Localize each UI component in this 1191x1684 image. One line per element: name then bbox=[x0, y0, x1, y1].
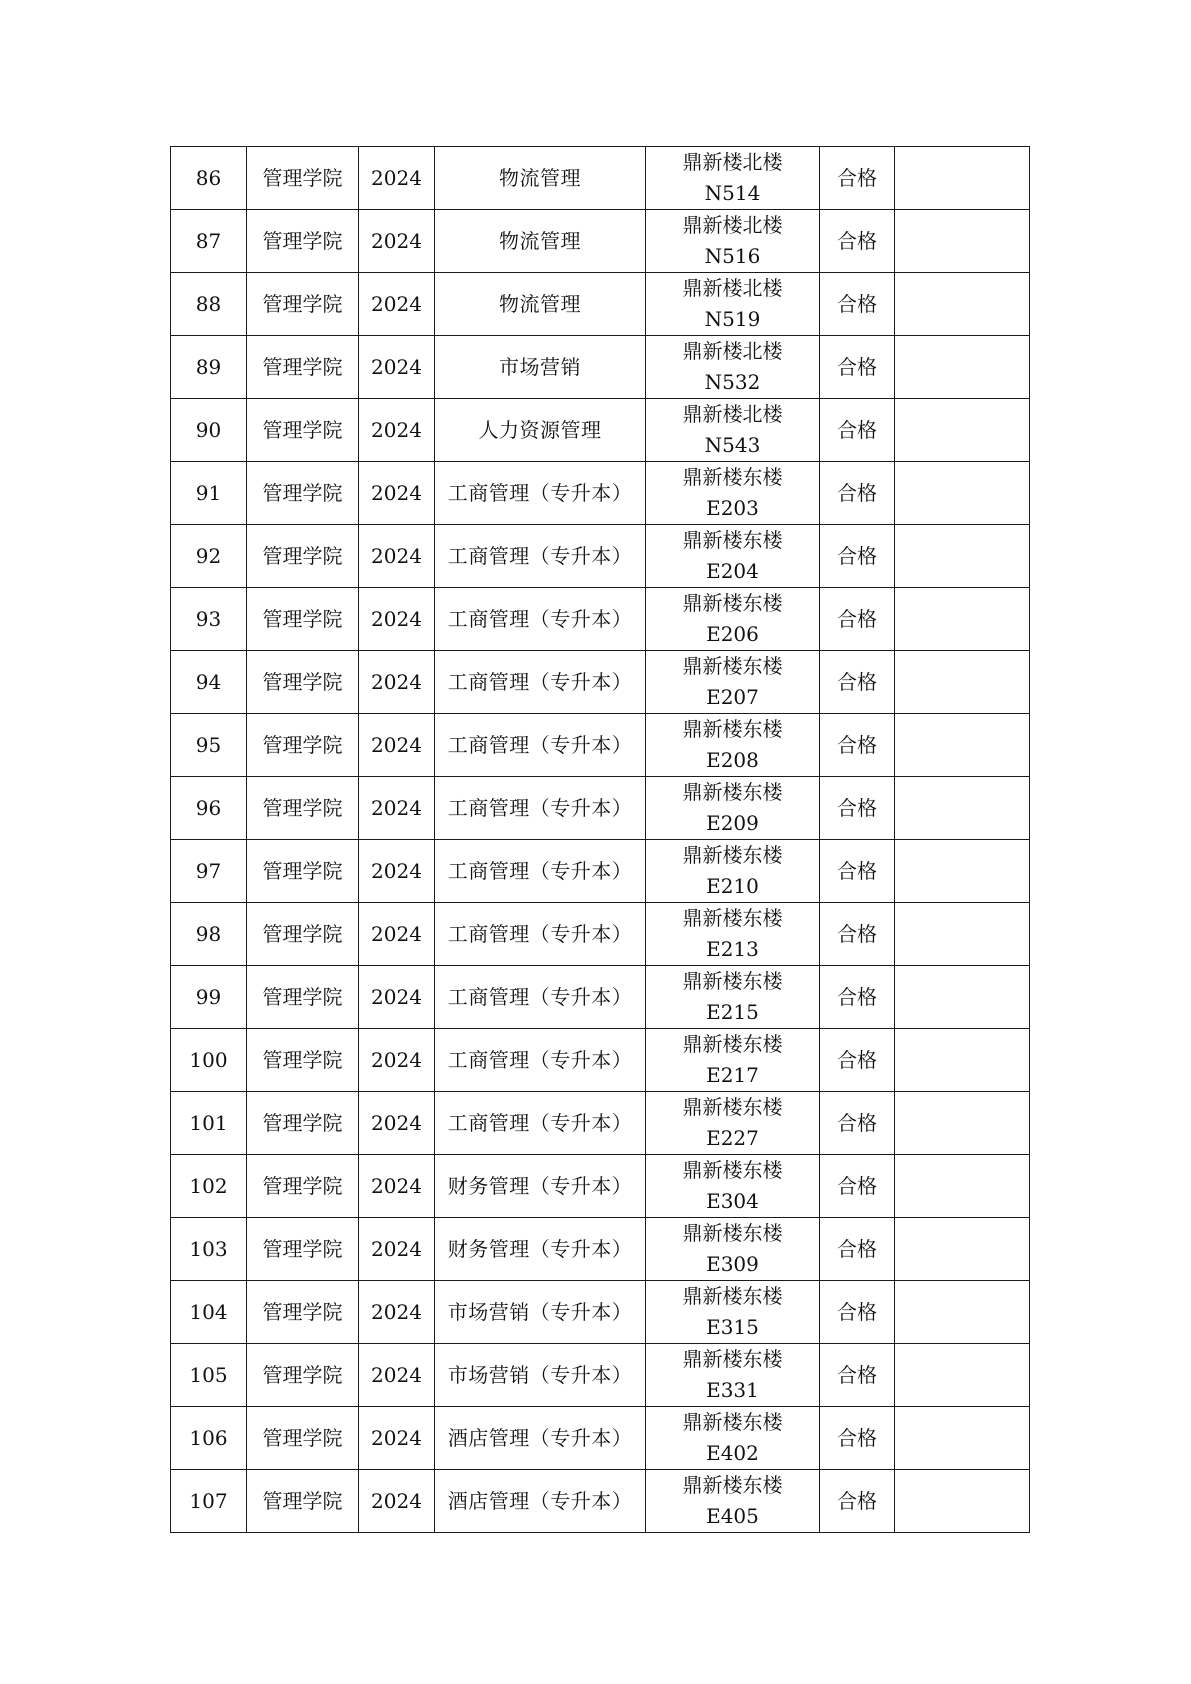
remark-cell bbox=[895, 147, 1030, 210]
college-cell: 管理学院 bbox=[247, 1155, 359, 1218]
college-cell: 管理学院 bbox=[247, 147, 359, 210]
building-name: 鼎新楼东楼 bbox=[682, 465, 783, 489]
building-name: 鼎新楼东楼 bbox=[682, 1347, 783, 1371]
row-number-cell: 93 bbox=[171, 588, 247, 651]
year-cell: 2024 bbox=[359, 903, 435, 966]
result-cell: 合格 bbox=[820, 840, 895, 903]
major-cell: 物流管理 bbox=[435, 273, 646, 336]
remark-cell bbox=[895, 525, 1030, 588]
year-cell: 2024 bbox=[359, 840, 435, 903]
table-row bbox=[171, 651, 1030, 714]
room-number: E208 bbox=[706, 748, 759, 772]
college-cell: 管理学院 bbox=[247, 903, 359, 966]
college-cell: 管理学院 bbox=[247, 651, 359, 714]
room-number: E215 bbox=[706, 1000, 759, 1024]
year-cell: 2024 bbox=[359, 462, 435, 525]
building-name: 鼎新楼东楼 bbox=[682, 1158, 783, 1182]
major-cell: 市场营销（专升本） bbox=[435, 1344, 646, 1407]
table-row bbox=[171, 1029, 1030, 1092]
major-cell: 物流管理 bbox=[435, 147, 646, 210]
table-row bbox=[171, 1470, 1030, 1533]
building-name: 鼎新楼东楼 bbox=[682, 780, 783, 804]
remark-cell bbox=[895, 1029, 1030, 1092]
result-cell: 合格 bbox=[820, 336, 895, 399]
row-number-cell: 102 bbox=[171, 1155, 247, 1218]
result-cell: 合格 bbox=[820, 777, 895, 840]
row-number-cell: 103 bbox=[171, 1218, 247, 1281]
row-number-cell: 89 bbox=[171, 336, 247, 399]
college-cell: 管理学院 bbox=[247, 273, 359, 336]
remark-cell bbox=[895, 966, 1030, 1029]
row-number-cell: 95 bbox=[171, 714, 247, 777]
location-cell bbox=[646, 588, 820, 651]
year-cell: 2024 bbox=[359, 273, 435, 336]
year-cell: 2024 bbox=[359, 1344, 435, 1407]
room-number: E210 bbox=[706, 874, 759, 898]
location-cell bbox=[646, 147, 820, 210]
location-cell bbox=[646, 777, 820, 840]
major-cell: 工商管理（专升本） bbox=[435, 777, 646, 840]
remark-cell bbox=[895, 840, 1030, 903]
building-name: 鼎新楼东楼 bbox=[682, 1032, 783, 1056]
table-row bbox=[171, 1281, 1030, 1344]
building-name: 鼎新楼东楼 bbox=[682, 906, 783, 930]
major-cell: 工商管理（专升本） bbox=[435, 903, 646, 966]
college-cell: 管理学院 bbox=[247, 462, 359, 525]
room-number: E206 bbox=[706, 622, 759, 646]
location-cell bbox=[646, 273, 820, 336]
location-cell bbox=[646, 1407, 820, 1470]
remark-cell bbox=[895, 1407, 1030, 1470]
table-row bbox=[171, 336, 1030, 399]
room-number: E209 bbox=[706, 811, 759, 835]
year-cell: 2024 bbox=[359, 1218, 435, 1281]
major-cell: 酒店管理（专升本） bbox=[435, 1407, 646, 1470]
college-cell: 管理学院 bbox=[247, 966, 359, 1029]
remark-cell bbox=[895, 714, 1030, 777]
table-row bbox=[171, 966, 1030, 1029]
building-name: 鼎新楼东楼 bbox=[682, 1473, 783, 1497]
location-cell bbox=[646, 462, 820, 525]
result-cell: 合格 bbox=[820, 1281, 895, 1344]
row-number-cell: 105 bbox=[171, 1344, 247, 1407]
location-cell bbox=[646, 525, 820, 588]
result-cell: 合格 bbox=[820, 462, 895, 525]
college-cell: 管理学院 bbox=[247, 210, 359, 273]
room-number: E227 bbox=[706, 1126, 759, 1150]
major-cell: 工商管理（专升本） bbox=[435, 588, 646, 651]
location-cell bbox=[646, 714, 820, 777]
remark-cell bbox=[895, 273, 1030, 336]
location-cell bbox=[646, 399, 820, 462]
building-name: 鼎新楼东楼 bbox=[682, 654, 783, 678]
college-cell: 管理学院 bbox=[247, 1470, 359, 1533]
major-cell: 市场营销（专升本） bbox=[435, 1281, 646, 1344]
row-number-cell: 101 bbox=[171, 1092, 247, 1155]
year-cell: 2024 bbox=[359, 1155, 435, 1218]
year-cell: 2024 bbox=[359, 1029, 435, 1092]
remark-cell bbox=[895, 1470, 1030, 1533]
location-cell bbox=[646, 1155, 820, 1218]
year-cell: 2024 bbox=[359, 714, 435, 777]
location-cell bbox=[646, 336, 820, 399]
location-cell bbox=[646, 1092, 820, 1155]
year-cell: 2024 bbox=[359, 777, 435, 840]
building-name: 鼎新楼东楼 bbox=[682, 591, 783, 615]
table-row bbox=[171, 840, 1030, 903]
result-cell: 合格 bbox=[820, 1218, 895, 1281]
location-cell bbox=[646, 840, 820, 903]
result-cell: 合格 bbox=[820, 273, 895, 336]
room-number: E309 bbox=[706, 1252, 759, 1276]
college-cell: 管理学院 bbox=[247, 525, 359, 588]
building-name: 鼎新楼东楼 bbox=[682, 1410, 783, 1434]
year-cell: 2024 bbox=[359, 1407, 435, 1470]
building-name: 鼎新楼北楼 bbox=[682, 150, 783, 174]
building-name: 鼎新楼东楼 bbox=[682, 969, 783, 993]
major-cell: 财务管理（专升本） bbox=[435, 1218, 646, 1281]
building-name: 鼎新楼东楼 bbox=[682, 1095, 783, 1119]
major-cell: 工商管理（专升本） bbox=[435, 525, 646, 588]
year-cell: 2024 bbox=[359, 336, 435, 399]
result-cell: 合格 bbox=[820, 525, 895, 588]
building-name: 鼎新楼东楼 bbox=[682, 528, 783, 552]
major-cell: 财务管理（专升本） bbox=[435, 1155, 646, 1218]
room-number: E204 bbox=[706, 559, 759, 583]
result-cell: 合格 bbox=[820, 399, 895, 462]
row-number-cell: 92 bbox=[171, 525, 247, 588]
result-cell: 合格 bbox=[820, 1155, 895, 1218]
location-cell bbox=[646, 1344, 820, 1407]
row-number-cell: 86 bbox=[171, 147, 247, 210]
remark-cell bbox=[895, 210, 1030, 273]
room-number: E405 bbox=[706, 1504, 759, 1528]
remark-cell bbox=[895, 1344, 1030, 1407]
row-number-cell: 88 bbox=[171, 273, 247, 336]
location-cell bbox=[646, 651, 820, 714]
remark-cell bbox=[895, 777, 1030, 840]
result-cell: 合格 bbox=[820, 1092, 895, 1155]
major-cell: 工商管理（专升本） bbox=[435, 966, 646, 1029]
result-cell: 合格 bbox=[820, 147, 895, 210]
year-cell: 2024 bbox=[359, 147, 435, 210]
building-name: 鼎新楼东楼 bbox=[682, 1284, 783, 1308]
college-cell: 管理学院 bbox=[247, 1407, 359, 1470]
year-cell: 2024 bbox=[359, 651, 435, 714]
year-cell: 2024 bbox=[359, 210, 435, 273]
table-row bbox=[171, 903, 1030, 966]
major-cell: 市场营销 bbox=[435, 336, 646, 399]
remark-cell bbox=[895, 651, 1030, 714]
table-body bbox=[171, 147, 1030, 1533]
building-name: 鼎新楼北楼 bbox=[682, 213, 783, 237]
building-name: 鼎新楼北楼 bbox=[682, 402, 783, 426]
remark-cell bbox=[895, 903, 1030, 966]
room-number: N516 bbox=[704, 244, 761, 268]
major-cell: 人力资源管理 bbox=[435, 399, 646, 462]
major-cell: 酒店管理（专升本） bbox=[435, 1470, 646, 1533]
location-cell bbox=[646, 1281, 820, 1344]
building-name: 鼎新楼东楼 bbox=[682, 1221, 783, 1245]
room-number: E217 bbox=[706, 1063, 759, 1087]
college-cell: 管理学院 bbox=[247, 588, 359, 651]
row-number-cell: 97 bbox=[171, 840, 247, 903]
remark-cell bbox=[895, 1155, 1030, 1218]
row-number-cell: 87 bbox=[171, 210, 247, 273]
college-cell: 管理学院 bbox=[247, 336, 359, 399]
major-cell: 工商管理（专升本） bbox=[435, 651, 646, 714]
college-cell: 管理学院 bbox=[247, 1029, 359, 1092]
location-cell bbox=[646, 966, 820, 1029]
table-row bbox=[171, 1407, 1030, 1470]
year-cell: 2024 bbox=[359, 1281, 435, 1344]
table-row bbox=[171, 399, 1030, 462]
result-cell: 合格 bbox=[820, 1344, 895, 1407]
remark-cell bbox=[895, 1218, 1030, 1281]
year-cell: 2024 bbox=[359, 399, 435, 462]
room-number: N543 bbox=[704, 433, 761, 457]
room-number: E304 bbox=[706, 1189, 759, 1213]
result-cell: 合格 bbox=[820, 1470, 895, 1533]
row-number-cell: 90 bbox=[171, 399, 247, 462]
major-cell: 工商管理（专升本） bbox=[435, 714, 646, 777]
room-number: E213 bbox=[706, 937, 759, 961]
remark-cell bbox=[895, 462, 1030, 525]
location-cell bbox=[646, 1470, 820, 1533]
room-number: E207 bbox=[706, 685, 759, 709]
year-cell: 2024 bbox=[359, 1092, 435, 1155]
year-cell: 2024 bbox=[359, 525, 435, 588]
inspection-results-table bbox=[170, 146, 1030, 1533]
major-cell: 工商管理（专升本） bbox=[435, 462, 646, 525]
result-cell: 合格 bbox=[820, 714, 895, 777]
table-row bbox=[171, 525, 1030, 588]
college-cell: 管理学院 bbox=[247, 777, 359, 840]
row-number-cell: 104 bbox=[171, 1281, 247, 1344]
table-row bbox=[171, 777, 1030, 840]
college-cell: 管理学院 bbox=[247, 714, 359, 777]
table-row bbox=[171, 588, 1030, 651]
building-name: 鼎新楼北楼 bbox=[682, 339, 783, 363]
result-cell: 合格 bbox=[820, 588, 895, 651]
row-number-cell: 91 bbox=[171, 462, 247, 525]
row-number-cell: 98 bbox=[171, 903, 247, 966]
table-row bbox=[171, 462, 1030, 525]
remark-cell bbox=[895, 399, 1030, 462]
location-cell bbox=[646, 1218, 820, 1281]
room-number: N514 bbox=[704, 181, 761, 205]
location-cell bbox=[646, 1029, 820, 1092]
result-cell: 合格 bbox=[820, 1407, 895, 1470]
building-name: 鼎新楼东楼 bbox=[682, 843, 783, 867]
table-row bbox=[171, 714, 1030, 777]
row-number-cell: 96 bbox=[171, 777, 247, 840]
college-cell: 管理学院 bbox=[247, 840, 359, 903]
result-cell: 合格 bbox=[820, 903, 895, 966]
room-number: E203 bbox=[706, 496, 759, 520]
result-cell: 合格 bbox=[820, 966, 895, 1029]
major-cell: 工商管理（专升本） bbox=[435, 1092, 646, 1155]
table-row bbox=[171, 1218, 1030, 1281]
result-cell: 合格 bbox=[820, 651, 895, 714]
table-row bbox=[171, 147, 1030, 210]
remark-cell bbox=[895, 336, 1030, 399]
table-row bbox=[171, 210, 1030, 273]
building-name: 鼎新楼东楼 bbox=[682, 717, 783, 741]
result-cell: 合格 bbox=[820, 1029, 895, 1092]
remark-cell bbox=[895, 1092, 1030, 1155]
college-cell: 管理学院 bbox=[247, 1344, 359, 1407]
college-cell: 管理学院 bbox=[247, 1281, 359, 1344]
row-number-cell: 94 bbox=[171, 651, 247, 714]
room-number: E315 bbox=[706, 1315, 759, 1339]
room-number: E402 bbox=[706, 1441, 759, 1465]
college-cell: 管理学院 bbox=[247, 1218, 359, 1281]
remark-cell bbox=[895, 588, 1030, 651]
location-cell bbox=[646, 903, 820, 966]
table-row bbox=[171, 273, 1030, 336]
room-number: N532 bbox=[704, 370, 761, 394]
college-cell: 管理学院 bbox=[247, 399, 359, 462]
row-number-cell: 107 bbox=[171, 1470, 247, 1533]
row-number-cell: 100 bbox=[171, 1029, 247, 1092]
major-cell: 工商管理（专升本） bbox=[435, 840, 646, 903]
year-cell: 2024 bbox=[359, 588, 435, 651]
row-number-cell: 99 bbox=[171, 966, 247, 1029]
major-cell: 物流管理 bbox=[435, 210, 646, 273]
remark-cell bbox=[895, 1281, 1030, 1344]
table-row bbox=[171, 1155, 1030, 1218]
building-name: 鼎新楼北楼 bbox=[682, 276, 783, 300]
result-cell: 合格 bbox=[820, 210, 895, 273]
year-cell: 2024 bbox=[359, 966, 435, 1029]
major-cell: 工商管理（专升本） bbox=[435, 1029, 646, 1092]
room-number: N519 bbox=[704, 307, 761, 331]
college-cell: 管理学院 bbox=[247, 1092, 359, 1155]
table-row bbox=[171, 1344, 1030, 1407]
row-number-cell: 106 bbox=[171, 1407, 247, 1470]
location-cell bbox=[646, 210, 820, 273]
year-cell: 2024 bbox=[359, 1470, 435, 1533]
table-row bbox=[171, 1092, 1030, 1155]
room-number: E331 bbox=[706, 1378, 759, 1402]
